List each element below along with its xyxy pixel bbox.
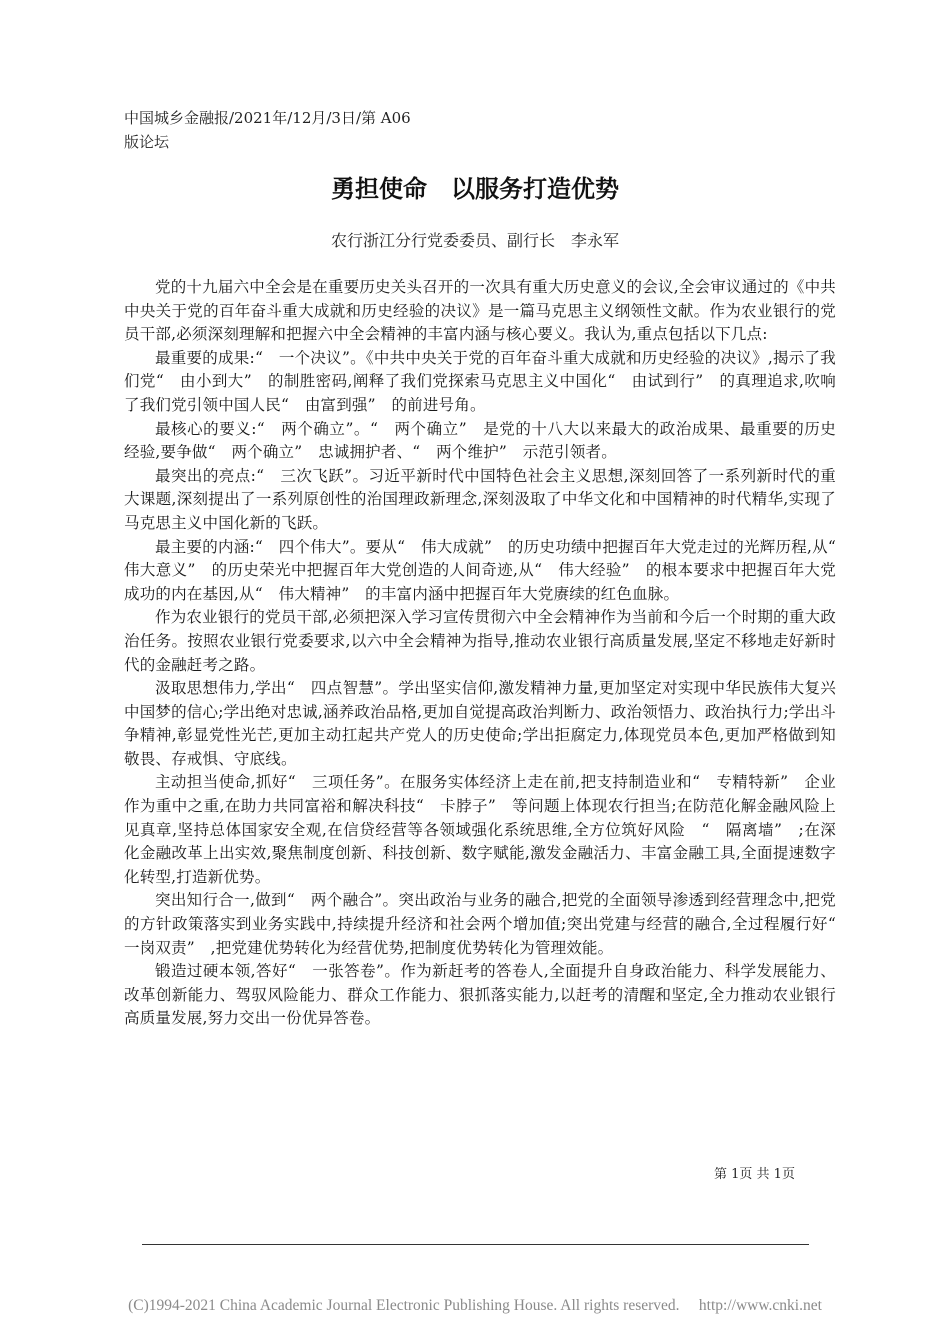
- paragraph: 最核心的要义:“ 两个确立”。“ 两个确立” 是党的十八大以来最大的政治成果、最重要的历史经验,要争做“ 两个确立” 忠诚拥护者、“ 两个维护” 示范引领者。: [124, 419, 836, 462]
- article-title: 勇担使命 以服务打造优势: [331, 175, 619, 203]
- paragraph: 最主要的内涵:“ 四个伟大”。要从“ 伟大成就” 的历史功绩中把握百年大党走过的光辉历程,从“ 伟大意义” 的历史荣光中把握百年大党创造的人间奇迹,从“ 伟大经验” 的根本要求中把握百年大党成功的内在基因,从“ 伟大精神” 的丰富内涵中把握百年大党赓续的红色血脉。: [124, 537, 852, 603]
- paragraph: 汲取思想伟力,学出“ 四点智慧”。学出坚实信仰,激发精神力量,更加坚定对实现中华民族伟大复兴中国梦的信心;学出绝对忠诚,涵养政治品格,更加自觉提高政治判断力、政治领悟力、政治执行力;学出斗争精神,彰显党性光芒,更加主动扛起共产党人的历史使命;学出拒腐定力,体现党员本色,更加严格做到知敬畏、存戒惧、守底线。: [124, 679, 836, 768]
- paragraph: 党的十九届六中全会是在重要历史关头召开的一次具有重大历史意义的会议,全会审议通过的《中共中央关于党的百年奋斗重大成就和历史经验的决议》是一篇马克思主义纲领性文献。作为农业银行的党员干部,必须深刻理解和把握六中全会精神的丰富内涵与核心要义。我认为,重点包括以下几点:: [124, 278, 836, 344]
- page-number: 第 1页 共 1页: [714, 1167, 795, 1182]
- source-citation: [124, 106, 464, 154]
- source-line-2: 版论坛: [124, 133, 170, 151]
- article-author: 农行浙江分行党委委员、副行长 李永军: [330, 231, 619, 250]
- paragraph: 作为农业银行的党员干部,必须把深入学习宣传贯彻六中全会精神作为当前和今后一个时期的重大政治任务。按照农业银行党委要求,以六中全会精神为指导,推动农业银行高质量发展,坚定不移地走好新时代的金融赶考之路。: [124, 608, 836, 674]
- footer-divider: [142, 1244, 809, 1245]
- paragraph: 主动担当使命,抓好“ 三项任务”。在服务实体经济上走在前,把支持制造业和“ 专精特新” 企业作为重中之重,在助力共同富裕和解决科技“ 卡脖子” 等问题上体现农行担当;在防范化解金融风险上见真章,坚持总体国家安全观,在信贷经营等各领域强化系统思维,全方位筑好风险 “ 隔离墙” ;在深化金融改革上出实效,聚焦制度创新、科技创新、数字赋能,激发金融活力、丰富金融工具,全面提速数字化转型,打造新优势。: [124, 773, 836, 886]
- copyright-notice: (C)1994-2021 China Academic Journal Electronic Publishing House. All rights reserved. http://www.cnki.net: [128, 1297, 822, 1314]
- paragraph: 最突出的亮点:“ 三次飞跃”。习近平新时代中国特色社会主义思想,深刻回答了一系列新时代的重大课题,深刻提出了一系列原创性的治国理政新理念,深刻汲取了中华文化和中国精神的时代精华,实现了马克思主义中国化新的飞跃。: [124, 466, 836, 532]
- paragraph: 突出知行合一,做到“ 两个融合”。突出政治与业务的融合,把党的全面领导渗透到经营理念中,把党的方针政策落实到业务实践中,持续提升经济和社会两个增加值;突出党建与经营的融合,全过程履行好“ 一岗双责” ,把党建优势转化为经营优势,把制度优势转化为管理效能。: [124, 891, 852, 957]
- paragraph: 锻造过硬本领,答好“ 一张答卷”。作为新赶考的答卷人,全面提升自身政治能力、科学发展能力、改革创新能力、驾驭风险能力、群众工作能力、狠抓落实能力,以赶考的清醒和坚定,全力推动农业银行高质量发展,努力交出一份优异答卷。: [124, 962, 836, 1028]
- paragraph: 最重要的成果:“ 一个决议”。《中共中央关于党的百年奋斗重大成就和历史经验的决议》,揭示了我们党“ 由小到大” 的制胜密码,阐释了我们党探索马克思主义中国化“ 由试到行” 的真理追求,吹响了我们党引领中国人民“ 由富到强” 的前进号角。: [124, 348, 836, 414]
- source-line-1: 中国城乡金融报/2021年/12月/3日/第 A06: [124, 109, 411, 127]
- article-body: [124, 276, 852, 1031]
